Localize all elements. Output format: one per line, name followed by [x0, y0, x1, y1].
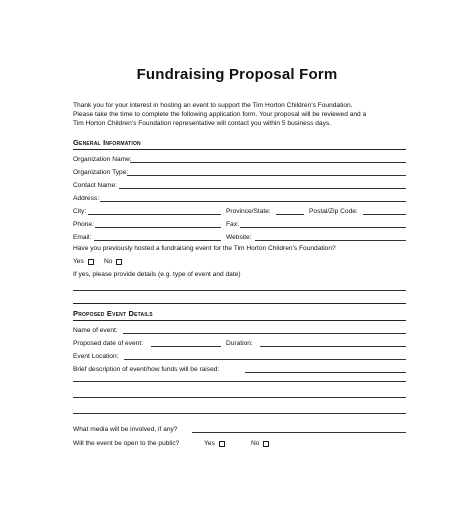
intro-paragraph [73, 101, 413, 128]
fax-field[interactable] [240, 227, 406, 228]
organization-type-field[interactable] [127, 175, 406, 176]
city-field[interactable] [88, 214, 221, 215]
event-location-label: Event Location: [73, 353, 119, 360]
email-label: Email: [73, 234, 92, 241]
address-field[interactable] [100, 201, 406, 202]
event-description-label: Brief description of event/how funds will be raised: [73, 366, 220, 373]
duration-label: Duration: [226, 340, 253, 347]
postal-field[interactable] [363, 214, 406, 215]
media-label: What media will be involved, if any? [73, 426, 178, 433]
intro-line: Tim Horton Children’s Foundation representative will contact you within 5 business days. [73, 120, 332, 127]
organization-name-field[interactable] [130, 162, 406, 163]
event-date-field[interactable] [151, 346, 221, 347]
public-no-label: No [251, 440, 260, 447]
public-no-checkbox[interactable] [263, 441, 269, 447]
event-description-row [73, 363, 406, 374]
hosted-no-checkbox[interactable] [116, 259, 122, 265]
email-row [73, 231, 406, 242]
general-info-heading-text: General Information [73, 138, 141, 147]
phone-field[interactable] [95, 227, 221, 228]
phone-row [73, 218, 406, 229]
province-field[interactable] [276, 214, 304, 215]
organization-type-label: Organization Type: [73, 169, 129, 176]
city-label: City: [73, 208, 87, 215]
intro-line: Thank you for your interest in hosting an event to support the Tim Horton Children’s Foundation. [73, 102, 353, 109]
contact-name-label: Contact Name: [73, 182, 117, 189]
event-details-heading-text: Proposed Event Details [73, 309, 153, 318]
form-title: Fundraising Proposal Form [136, 66, 338, 83]
phone-label: Phone: [73, 221, 94, 228]
organization-name-label: Organization Name: [73, 156, 132, 163]
public-yes-checkbox[interactable] [219, 441, 225, 447]
description-line[interactable] [73, 413, 406, 414]
event-date-label: Proposed date of event: [73, 340, 144, 347]
event-name-label: Name of event: [73, 327, 118, 334]
hosted-no-label: No [104, 258, 113, 265]
address-label: Address: [73, 195, 100, 202]
event-description-field[interactable] [245, 372, 406, 373]
details-line[interactable] [73, 290, 406, 291]
details-prompt: If yes, please provide details (e.g. type of event and date) [73, 271, 241, 278]
event-name-row [73, 324, 406, 335]
organization-name-row [73, 153, 406, 164]
media-row [73, 423, 406, 434]
description-line[interactable] [73, 381, 406, 382]
city-row [73, 205, 406, 216]
media-field[interactable] [192, 432, 406, 433]
hosted-yes-checkbox[interactable] [88, 259, 94, 265]
event-location-field[interactable] [124, 359, 406, 360]
website-label: Website: [226, 234, 252, 241]
fax-label: Fax: [226, 221, 239, 228]
postal-label: Postal/Zip Code: [309, 208, 358, 215]
province-label: Province/State: [226, 208, 271, 215]
event-date-row [73, 337, 406, 348]
event-details-heading [73, 309, 153, 318]
event-details-rule-2 [73, 320, 406, 321]
general-info-rule [73, 149, 406, 150]
email-field[interactable] [94, 240, 221, 241]
contact-name-row [73, 179, 406, 190]
public-question: Will the event be open to the public? [73, 440, 180, 447]
event-name-field[interactable] [123, 333, 406, 334]
event-details-rule [73, 303, 406, 304]
public-yes-label: Yes [204, 440, 215, 447]
hosted-before-question: Have you previously hosted a fundraising event for the Tim Horton Children’s Foundation? [73, 245, 336, 252]
general-info-heading [73, 138, 141, 147]
website-field[interactable] [255, 240, 406, 241]
intro-line: Please take the time to complete the following application form. Your proposal will be reviewed and a [73, 111, 367, 118]
hosted-yes-label: Yes [73, 258, 84, 265]
organization-type-row [73, 166, 406, 177]
address-row [73, 192, 406, 203]
event-location-row [73, 350, 406, 361]
duration-field[interactable] [260, 346, 406, 347]
description-line[interactable] [73, 397, 406, 398]
contact-name-field[interactable] [119, 188, 406, 189]
